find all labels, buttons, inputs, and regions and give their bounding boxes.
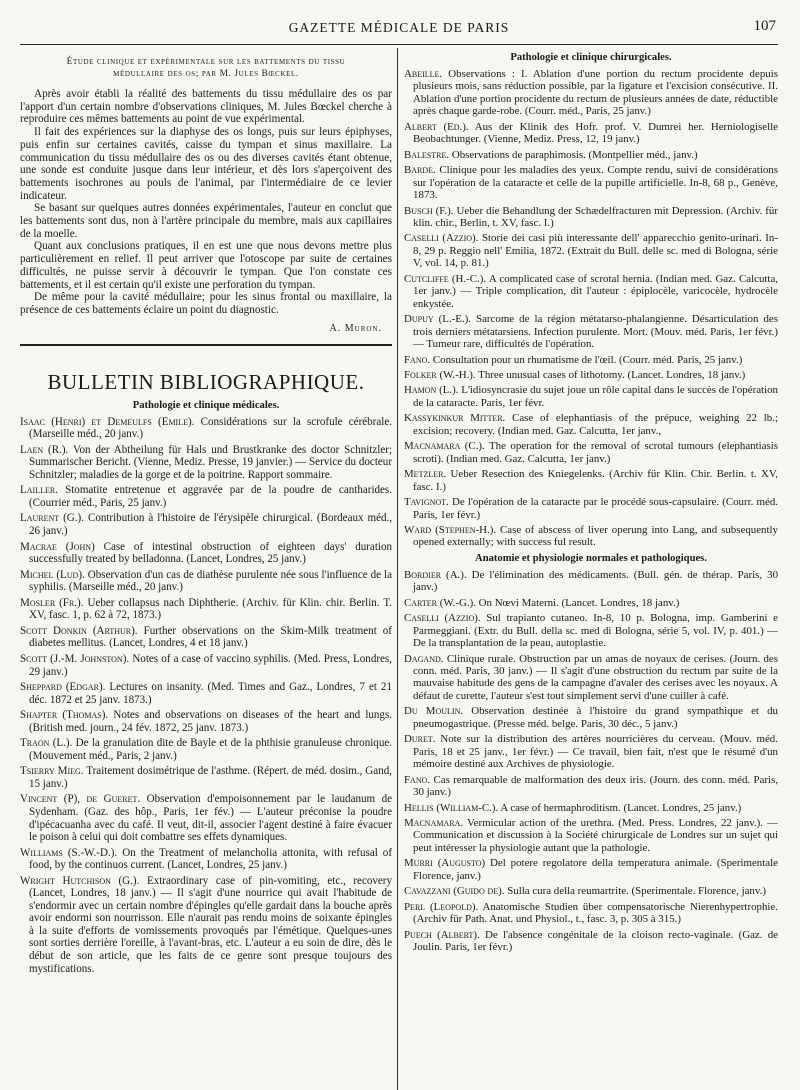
entry-text: Observations de paraphimosis. (Montpellier méd., janv.) <box>451 148 698 161</box>
entry-author: Macnamara (C.). <box>404 440 485 453</box>
article-signature: A. Muron. <box>329 322 382 334</box>
bibliography-entry <box>404 496 778 521</box>
section-heading: Anatomie et physiologie normales et pathologiques. <box>475 552 707 564</box>
bibliography-entry <box>404 885 778 897</box>
entry-text: Observation d'un cas de diathèse purulente née sous l'influence de la syphilis. (Marseille méd., 20 janv.) <box>29 568 393 594</box>
columns <box>20 48 778 1090</box>
bibliography-entry <box>404 597 778 609</box>
entry-text: Von der Abtheilung für Hals und Brustkranke des doctor Schnitzler; Summarischer Bericht. (Vienne, Mediz. Presse, 19 janvier.) — Service du docteur Schnitzler; maladies de la gorge et de la poitrine. Rapport sommaire. <box>29 443 393 481</box>
bibliography-entry <box>404 569 778 594</box>
entry-author: Metzler. <box>404 468 447 481</box>
entry-author: Macnamara. <box>404 817 464 830</box>
section-heading: Pathologie et clinique chirurgicales. <box>510 52 672 63</box>
entry-author: Duret. <box>404 733 436 746</box>
entry-author: Hamon (L.). <box>404 384 459 397</box>
entry-author: Cavazzani (Guido de). <box>404 885 505 898</box>
bibliography-entry <box>20 875 392 975</box>
entry-author: Ward (Stephen-H.). <box>404 523 497 536</box>
entry-author: Tavignot. <box>404 496 449 509</box>
entry-text: Ueber collapsus nach Diphtherie. (Archiv. für Klin. chir. Berlin. T. XV, fasc. 1, p. 62 à 72, 1873.) <box>29 596 393 622</box>
bibliography-entry <box>404 121 778 146</box>
entry-author: Bordier (A.). <box>404 568 467 581</box>
bibliography-entry <box>404 68 778 118</box>
entry-author: Kassykinkur Mitter. <box>404 412 506 425</box>
bibliography-list <box>404 569 778 954</box>
entry-author: Puech (Albert). <box>404 928 480 941</box>
bibliography-entry <box>404 369 778 381</box>
entry-text: Considérations sur la scrofule cérébrale. (Marseille méd., 20 janv.) <box>29 415 392 441</box>
entry-text: Case of elephantiasis of the prépuce, weighing 22 lb.; excision; recovery. (Indian med. Gaz. Calcutta, 1er janv., <box>413 412 778 437</box>
entry-author: Du Moulin. <box>404 705 464 718</box>
article-paragraph: Il fait des expériences sur la diaphyse des os longs, puis sur leurs épiphyses, puis enfin sur certaines cavités, caisse du tympan et sinus maxillaire. La communication du tissu médullaire des os ou des diverses cavités étant obtenue, une sonde est conduite jusque dans leur intérieur, et dès lors s'aperçoivent des battements isochrones au pouls de l'animal, par l'intermédiaire de ce levier indicateur. <box>20 126 392 202</box>
bibliography-entry <box>404 612 778 649</box>
entry-text: Observation d'empoisonnement par le laudanum de Sydenham. (Gaz. des hôp., Paris, 1er fév.) — L'auteur préconise la poudre d'ipécacuanha avec du café. Il veut, dit-il, associer l'agent destiné à faire évacuer le poison à celui qui doit combattre ses effets dynamiques. <box>29 793 393 844</box>
entry-text: Del potere regolatore della temperatura animale. (Sperimentale Florence, janv.) <box>413 857 778 882</box>
right-column <box>404 48 778 1090</box>
entry-text: Three unusual cases of lithotomy. (Lancet. Londres, 18 janv.) <box>478 368 746 381</box>
bibliography-entry <box>404 440 778 465</box>
bibliography-entry <box>404 653 778 703</box>
section-heading: Pathologie et clinique médicales. <box>132 399 280 411</box>
entry-author: Fano. <box>404 773 431 786</box>
page-number: 107 <box>753 18 776 34</box>
bulletin-title: BULLETIN BIBLIOGRAPHIQUE. <box>47 369 365 394</box>
bibliography-entry <box>20 569 392 594</box>
article-title-line: Étude clinique et expérimentale sur les battements du tissu <box>66 57 346 67</box>
entry-text: Extraordinary case of pin-vomiting, etc., recovery (Lancet, Londres, 18 janv.) — Il s'agit d'une nourrice qui avait l'habitude de s'endormir avec un certain nombre d'épingles qu'elle gardait dans la bouche après avoir endormi son nourrisson. Elle n'aurait pas rendu moins de soixante épingles à la suite d'efforts de vomissements provoqués par l'émétique. Quelques-unes sont sorties derrière l'oreille, à l'avant-bras, etc. L'auteur a eu soin de dire, dès le début de son article, que les faits de ce genre sont presque toujours des mystifications. <box>29 874 392 975</box>
article-title-line: médullaire des os; par M. Jules Bœckel. <box>113 69 299 79</box>
entry-author: Folker (W.-H.). <box>404 368 476 381</box>
journal-title: GAZETTE MÉDICALE DE PARIS <box>288 20 510 35</box>
entry-text: Case of intestinal obstruction of eighteen days' duration successfully treated by belladonna. (Lancet, Londres, 25 janv.) <box>29 540 393 566</box>
entry-text: On Nœvi Materni. (Lancet. Londres, 18 janv.) <box>478 596 680 609</box>
bibliography-entry <box>20 597 392 622</box>
bibliography-entry <box>404 733 778 770</box>
entry-author: Michel (Lud). <box>20 568 85 581</box>
entry-author: Williams (S.-W.-D.). <box>20 846 118 859</box>
article-paragraph: Quant aux conclusions pratiques, il en est une que nous devons mettre plus particulièrement en relief. Il peut arriver que l'otoscope par suite de certaines difficultés, ne puisse servir à découvrir le tympan. Que l'on constate ces battements, et il est certain qu'il existe une perforation du tympan. <box>20 240 392 291</box>
entry-text: A complicated case of scrotal hernia. (Indian med. Gaz. Calcutta, 1er janv.) — Triple complication, dit l'auteur : épiplocèle, varicocèle, hydrocèle enkystée. <box>413 272 779 310</box>
left-column <box>20 48 392 1090</box>
entry-author: Dupuy (L.-E.). <box>404 313 472 326</box>
entry-author: Abeille. <box>404 68 443 80</box>
entry-author: Sheppard (Edgar). <box>20 681 106 694</box>
bibliography-entry <box>404 232 778 269</box>
entry-author: Busch (F.). <box>404 204 454 217</box>
entry-text: On the Treatment of melancholia attonita, with refusal of food, by the continuos current. (Lancet, Londres, 25 janv.) <box>29 846 392 872</box>
entry-text: Clinique rurale. Obstruction par un amas de noyaux de cerises. (Journ. des conn. méd. Paris, 30 janv.) — Il s'agit d'une obstruction du rectum par suite de la mauvaise habitude des gens de la campagne d'avaler des cerises avec les noyaux. A défaut de curette, l'auteur s'est tout simplement servi d'une cuiller à café. <box>413 652 778 702</box>
entry-text: Further observations on the Skim-Milk treatment of diabetes mellitus. (Lancet, Londres, 4 et 18 janv.) <box>29 624 392 650</box>
bibliography-entry <box>404 468 778 493</box>
bibliography-entry <box>404 774 778 799</box>
entry-text: Ueber die Behandlung der Schædelfracturen mit Depression. (Archiv. für klin. chir., Berlin, t. XV, fasc. I.) <box>413 204 778 229</box>
bibliography-entry <box>404 384 778 409</box>
bibliography-entry <box>20 793 392 843</box>
bibliography-entry <box>404 857 778 882</box>
entry-text: Cas remarquable de malformation des deux iris. (Journ. des conn. méd. Paris, 30 janv.) <box>413 773 778 799</box>
section-separator <box>20 344 392 346</box>
entry-author: Caselli (Azzio). <box>404 612 481 625</box>
entry-author: Dagand. <box>404 652 444 665</box>
article-paragraph: Se basant sur quelques autres données expérimentales, l'auteur en conclut que les battements sont dus, non à l'artère principale du membre, mais aux capillaires de la moelle. <box>20 202 392 240</box>
entry-text: Notes and observations on diseases of the heart and lungs. (British med. journ., 24 fév. 1872, 25 janv. 1873.) <box>29 709 393 734</box>
entry-text: Sulla cura della reumartrite. (Sperimentale. Florence, janv.) <box>507 885 766 898</box>
entry-text: The operation for the removal of scrotal tumours (elephantiasis scroti). (Indian med. Gaz. Calcutta, 1er janv.) <box>413 440 778 465</box>
bibliography-entry <box>20 709 392 734</box>
bibliography-entry <box>404 273 778 310</box>
entry-author: Balestre. <box>404 148 450 161</box>
entry-author: Vincent (P), de Gueret. <box>20 793 141 806</box>
bibliography-entry <box>20 444 392 482</box>
entry-text: Sul trapianto cutaneo. In-8, 10 p. Bologna, imp. Gamberini e Parmeggiani. (Extr. du Bull. della sc. med di Bologna, série 5, vol. IV, p. 401.) — De la transplantation de la peau, autoplastie. <box>413 612 778 650</box>
entry-author: Cutcliffe (H.-C.). <box>404 272 487 285</box>
entry-author: Perl (Leopold). <box>404 900 479 913</box>
bibliography-entry <box>404 149 778 161</box>
entry-text: Observation destinée à l'histoire du grand sympathique et du pneumogastrique. (Presse méd. belge. Paris, 30 déc., 5 janv.) <box>413 705 778 730</box>
entry-text: De la granulation dite de Bayle et de la phthisie granuleuse chronique. (Mouvement méd., Paris, 2 janv.) <box>29 737 393 762</box>
entry-text: De l'élimination des médicaments. (Bull. gén. de thérap. Paris, 30 janv.) <box>413 568 779 594</box>
entry-author: Shapter (Thomas). <box>20 709 109 722</box>
entry-author: Tsierry Mieg. <box>20 765 84 778</box>
entry-author: Caselli (Azzio). <box>404 232 479 245</box>
column-divider <box>397 48 398 1090</box>
article-paragraph: De même pour la cavité médullaire; pour les sinus frontal ou maxillaire, la présence de ces battements éclaire un point du diagnostic. <box>20 291 392 316</box>
entry-text: Observations : I. Ablation d'une portion du rectum procidente depuis plusieurs mois, sans réduction possible, par la ligature et l'excision consécutive. II. Ablation d'une portion procidente du rectum de plusieurs années de date, réductible après chaque garde-robe. (Courr. méd., Paris, 25 janv.) <box>413 68 778 118</box>
entry-text: L'idiosyncrasie du sujet joue un rôle capital dans le succès de l'opération de la cataracte. Paris, 1er févr. <box>413 384 778 409</box>
bibliography-entry <box>20 512 392 537</box>
bibliography-entry <box>404 929 778 954</box>
bibliography-entry <box>404 901 778 926</box>
entry-text: Storie dei casi più interessante dell' apparecchio genito-urinari. In-8, 29 p. Reggio nell' Emilia, 1872. (Extrait du Bull. delle sc. med di Bologna, série V, vol. 14, p. 81.) <box>413 232 778 270</box>
bibliography-entry <box>404 354 778 366</box>
entry-author: Wright Hutchison (G.). <box>20 874 140 887</box>
entry-text: Stomatite entretenue et aggravée par de la poudre de cantharides. (Courrier méd., Paris, 25 janv.) <box>29 484 392 509</box>
bibliography-entry <box>404 524 778 549</box>
article-title <box>20 56 392 80</box>
entry-text: De l'absence congénitale de la cloison recto-vaginale. (Gaz. de Joulin. Paris, 1er févr.) <box>413 928 779 954</box>
entry-author: Albert (Ed.). <box>404 120 469 133</box>
article-body <box>20 88 392 317</box>
entry-text: Clinique pour les maladies des yeux. Compte rendu, suivi de considérations sur l'opération de la cataracte et celle de la pupille artificielle. In-8, 68 p., Genève, 1873. <box>413 164 778 202</box>
entry-text: Anatomische Studien über compensatorische Nierenhypertrophie. (Archiv für Path. Anat. und Physiol., t., fasc. 3, p. 305 à 315.) <box>413 900 778 926</box>
entry-author: Carter (W.-G.). <box>404 596 476 609</box>
entry-author: Macrae (John) <box>20 540 95 553</box>
entry-author: Laen (R.). <box>20 443 69 456</box>
entry-author: Mosler (Fr.). <box>20 596 84 609</box>
bibliography-entry <box>404 412 778 437</box>
bibliography-entry <box>20 484 392 509</box>
bibliography-entry <box>20 653 392 678</box>
entry-text: Note sur la distribution des artères nourricières du cerveau. (Mouv. méd. Paris, 18 et 25 janv., 1er févr.) — Ce travail, bien fait, n'est que le résumé d'un mémoire destiné aux Archives de physiologie. <box>413 733 778 771</box>
bibliography-list <box>20 416 392 975</box>
article-paragraph: Après avoir établi la réalité des battements du tissu médullaire des os par l'apport d'un certain nombre d'observations cliniques, M. Jules Bœckel cherche à reproduire ces mêmes battements au point de vue expérimental. <box>20 88 392 126</box>
bibliography-entry <box>20 625 392 650</box>
bibliography-entry <box>404 313 778 350</box>
entry-text: Lectures on insanity. (Med. Times and Gaz., Londres, 7 et 21 déc. 1872 et 25 janv. 1873.) <box>29 681 392 706</box>
entry-text: Consultation pour un rhumatisme de l'œil. (Courr. méd. Paris, 25 janv.) <box>432 353 743 366</box>
bibliography-entry <box>404 705 778 730</box>
bibliography-list <box>404 68 778 549</box>
bibliography-entry <box>20 765 392 790</box>
entry-author: Hellis (William-C.). <box>404 801 499 814</box>
page-header <box>20 14 778 45</box>
entry-author: Barde. <box>404 164 436 177</box>
entry-text: Contribution à l'histoire de l'érysipèle chirurgical. (Bordeaux méd., 26 janv.) <box>29 512 393 538</box>
entry-text: Traitement dosimétrique de l'asthme. (Répert. de méd. dosim., Gand, 15 janv.) <box>29 765 392 790</box>
entry-author: Laurent (G.). <box>20 512 84 525</box>
entry-author: Scott Donkin (Arthur). <box>20 624 138 637</box>
bibliography-entry <box>20 416 392 441</box>
bibliography-entry <box>20 681 392 706</box>
entry-author: Traon (L.). <box>20 737 73 750</box>
entry-author: Fano. <box>404 353 431 366</box>
entry-text: De l'opération de la cataracte par le procédé sous-capsulaire. (Courr. méd. Paris, 1er févr.) <box>413 496 778 521</box>
bibliography-entry <box>20 737 392 762</box>
entry-text: Ueber Resection des Kniegelenks. (Archiv für Klin. Chir. Berlin. t. XV, fasc. I.) <box>413 468 778 493</box>
entry-author: Lailler. <box>20 484 58 497</box>
entry-text: Aus der Klinik des Hofr. prof. V. Dumrei her. Herniologiselle Beobachtunger. (Vienne, Mediz. Press, 12, 19 janv.) <box>413 120 778 146</box>
entry-text: Sarcome de la région métatarso-phalangienne. Désarticulation des trois derniers métatarsiens. Infection purulente. Mort. (Mouv. méd. Paris, 1er févr.) — Tumeur rare, difficultés de l'opération. <box>413 313 778 351</box>
bibliography-entry <box>404 205 778 230</box>
entry-author: Scott (J.-M. Johnston). <box>20 652 130 665</box>
entry-text: Vermicular action of the urethra. (Med. Press. Londres, 22 janv.). — Communication et discussion à la Société chirurgicale de Londres sur un sujet qui peut intéresser la physiologie autant que la pathologie. <box>413 817 778 854</box>
entry-author: Isaac (Henri) et Demeulfs (Emile). <box>20 415 195 428</box>
bibliography-entry <box>404 164 778 201</box>
bibliography-entry <box>404 802 778 814</box>
bibliography-entry <box>20 847 392 872</box>
entry-text: A case of hermaphroditism. (Lancet. Londres, 25 janv.) <box>500 801 742 814</box>
bibliography-entry <box>404 817 778 854</box>
entry-author: Murri (Augusto) <box>404 857 486 870</box>
bibliography-entry <box>20 541 392 566</box>
entry-text: Notes of a case of vaccino syphilis. (Med. Press, Londres, 29 janv.) <box>29 652 392 678</box>
entry-text: Case of abscess of liver operung into Lang, and subsequently opened externally; with success ful result. <box>413 523 778 549</box>
